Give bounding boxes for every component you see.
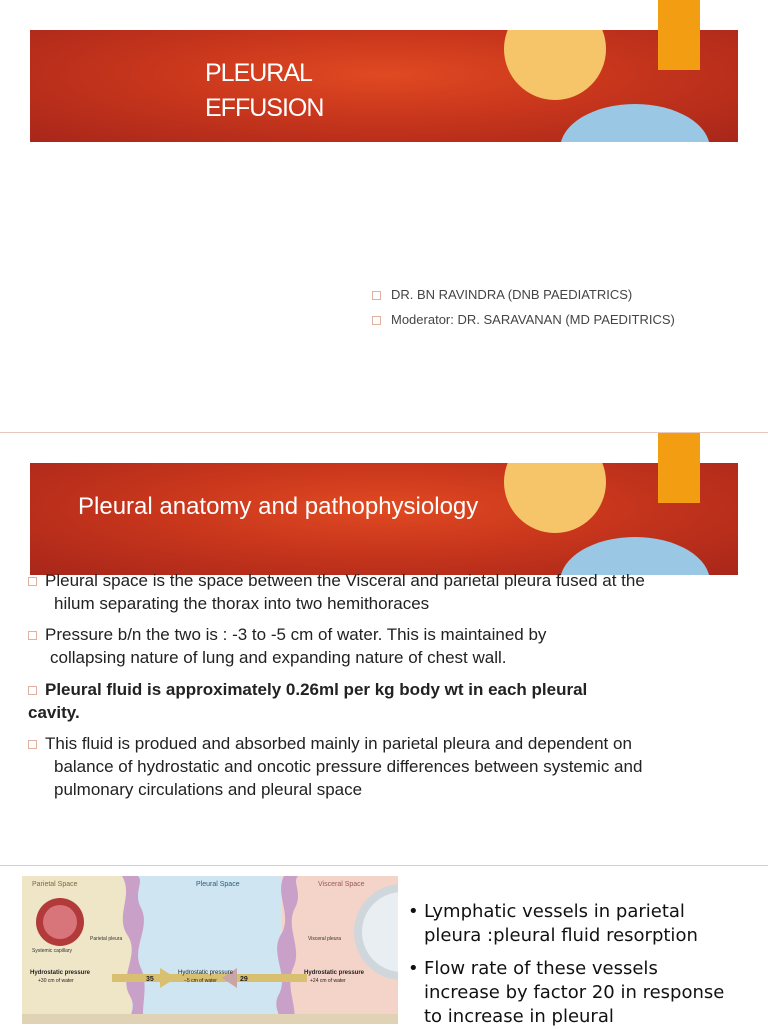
- orange-tab-decoration: [658, 433, 700, 503]
- visceral-pleura-label: Visceral pleura: [308, 936, 341, 942]
- hydro-mid-label: Hydrostatic pressure: [178, 970, 234, 976]
- parietal-space-label: Parietal Space: [32, 881, 78, 888]
- lymphatic-bullet: • Lymphatic vessels in parietal pleura :pleural fluid resorption: [408, 901, 698, 946]
- paragraph-pleural-space: Pleural space is the space between the Visceral and parietal pleura fused at the hilum separating the thorax into two hemithoraces: [28, 569, 728, 615]
- bullet-square-icon: [28, 740, 37, 749]
- systemic-capillary-label: Systemic capillary: [32, 948, 73, 954]
- paragraph-pressure: Pressure b/n the two is : -3 to -5 cm of water. This is maintained by collapsing nature of lung and expanding nature of chest wall.: [28, 623, 728, 669]
- title-line-1: PLEURAL: [205, 59, 312, 87]
- title-line-2: EFFUSION: [205, 94, 324, 122]
- pleural-diagram-illustration: [22, 876, 398, 1024]
- hydro-left-label: Hydrostatic pressure: [30, 970, 91, 976]
- parietal-pleura-label: Parietal pleura: [90, 936, 123, 942]
- pleural-space-diagram: [22, 876, 398, 1024]
- flow-rate-bullet: • Flow rate of these vessels increase by factor 20 in response to increase in pleural: [408, 958, 725, 1027]
- bullet-dot-icon: •: [408, 958, 419, 979]
- bullet-square-icon: [28, 686, 37, 695]
- sun-circle-decoration: [504, 463, 606, 533]
- bullet-square-icon: [372, 316, 381, 325]
- slide-title: Pleural anatomy and pathophysiology: [78, 493, 479, 520]
- presenter-line: [372, 287, 632, 302]
- slide-separator: [0, 865, 768, 866]
- hydro-left-value: +30 cm of water: [38, 978, 74, 984]
- bullet-square-icon: [28, 631, 37, 640]
- presenter-text: DR. BN RAVINDRA (DNB PAEDIATRICS): [391, 287, 633, 302]
- title-banner: [30, 30, 738, 142]
- bullet-dot-icon: •: [408, 901, 419, 922]
- moderator-text: Moderator: DR. SARAVANAN (MD PAEDITRICS): [391, 312, 675, 327]
- arrow-left-value: 35: [146, 976, 154, 983]
- slide-1: [0, 0, 768, 432]
- arrow-right-value: 29: [240, 976, 248, 983]
- pleural-space-label: Pleural Space: [196, 881, 240, 888]
- hydro-right-value: +24 cm of water: [310, 978, 346, 984]
- sun-circle-decoration: [504, 30, 606, 100]
- orange-tab-decoration: [658, 0, 700, 70]
- paragraph-fluid-production: This fluid is produed and absorbed mainly in parietal pleura and dependent on balance of hydrostatic and oncotic pressure differences between systemic and pulmonary circulations and pleural space: [28, 732, 728, 801]
- bullet-square-icon: [372, 291, 381, 300]
- hydro-mid-value: −5 cm of water: [184, 978, 217, 984]
- sky-arc-decoration: [560, 104, 710, 142]
- slide-2: [0, 433, 768, 865]
- slide-title: [205, 56, 323, 126]
- hydro-right-label: Hydrostatic pressure: [304, 970, 365, 976]
- paragraph-fluid-volume: Pleural fluid is approximately 0.26ml per kg body wt in each pleural cavity.: [28, 680, 588, 722]
- visceral-space-label: Visceral Space: [318, 881, 365, 888]
- moderator-line: [372, 312, 675, 327]
- bullet-square-icon: [28, 577, 37, 586]
